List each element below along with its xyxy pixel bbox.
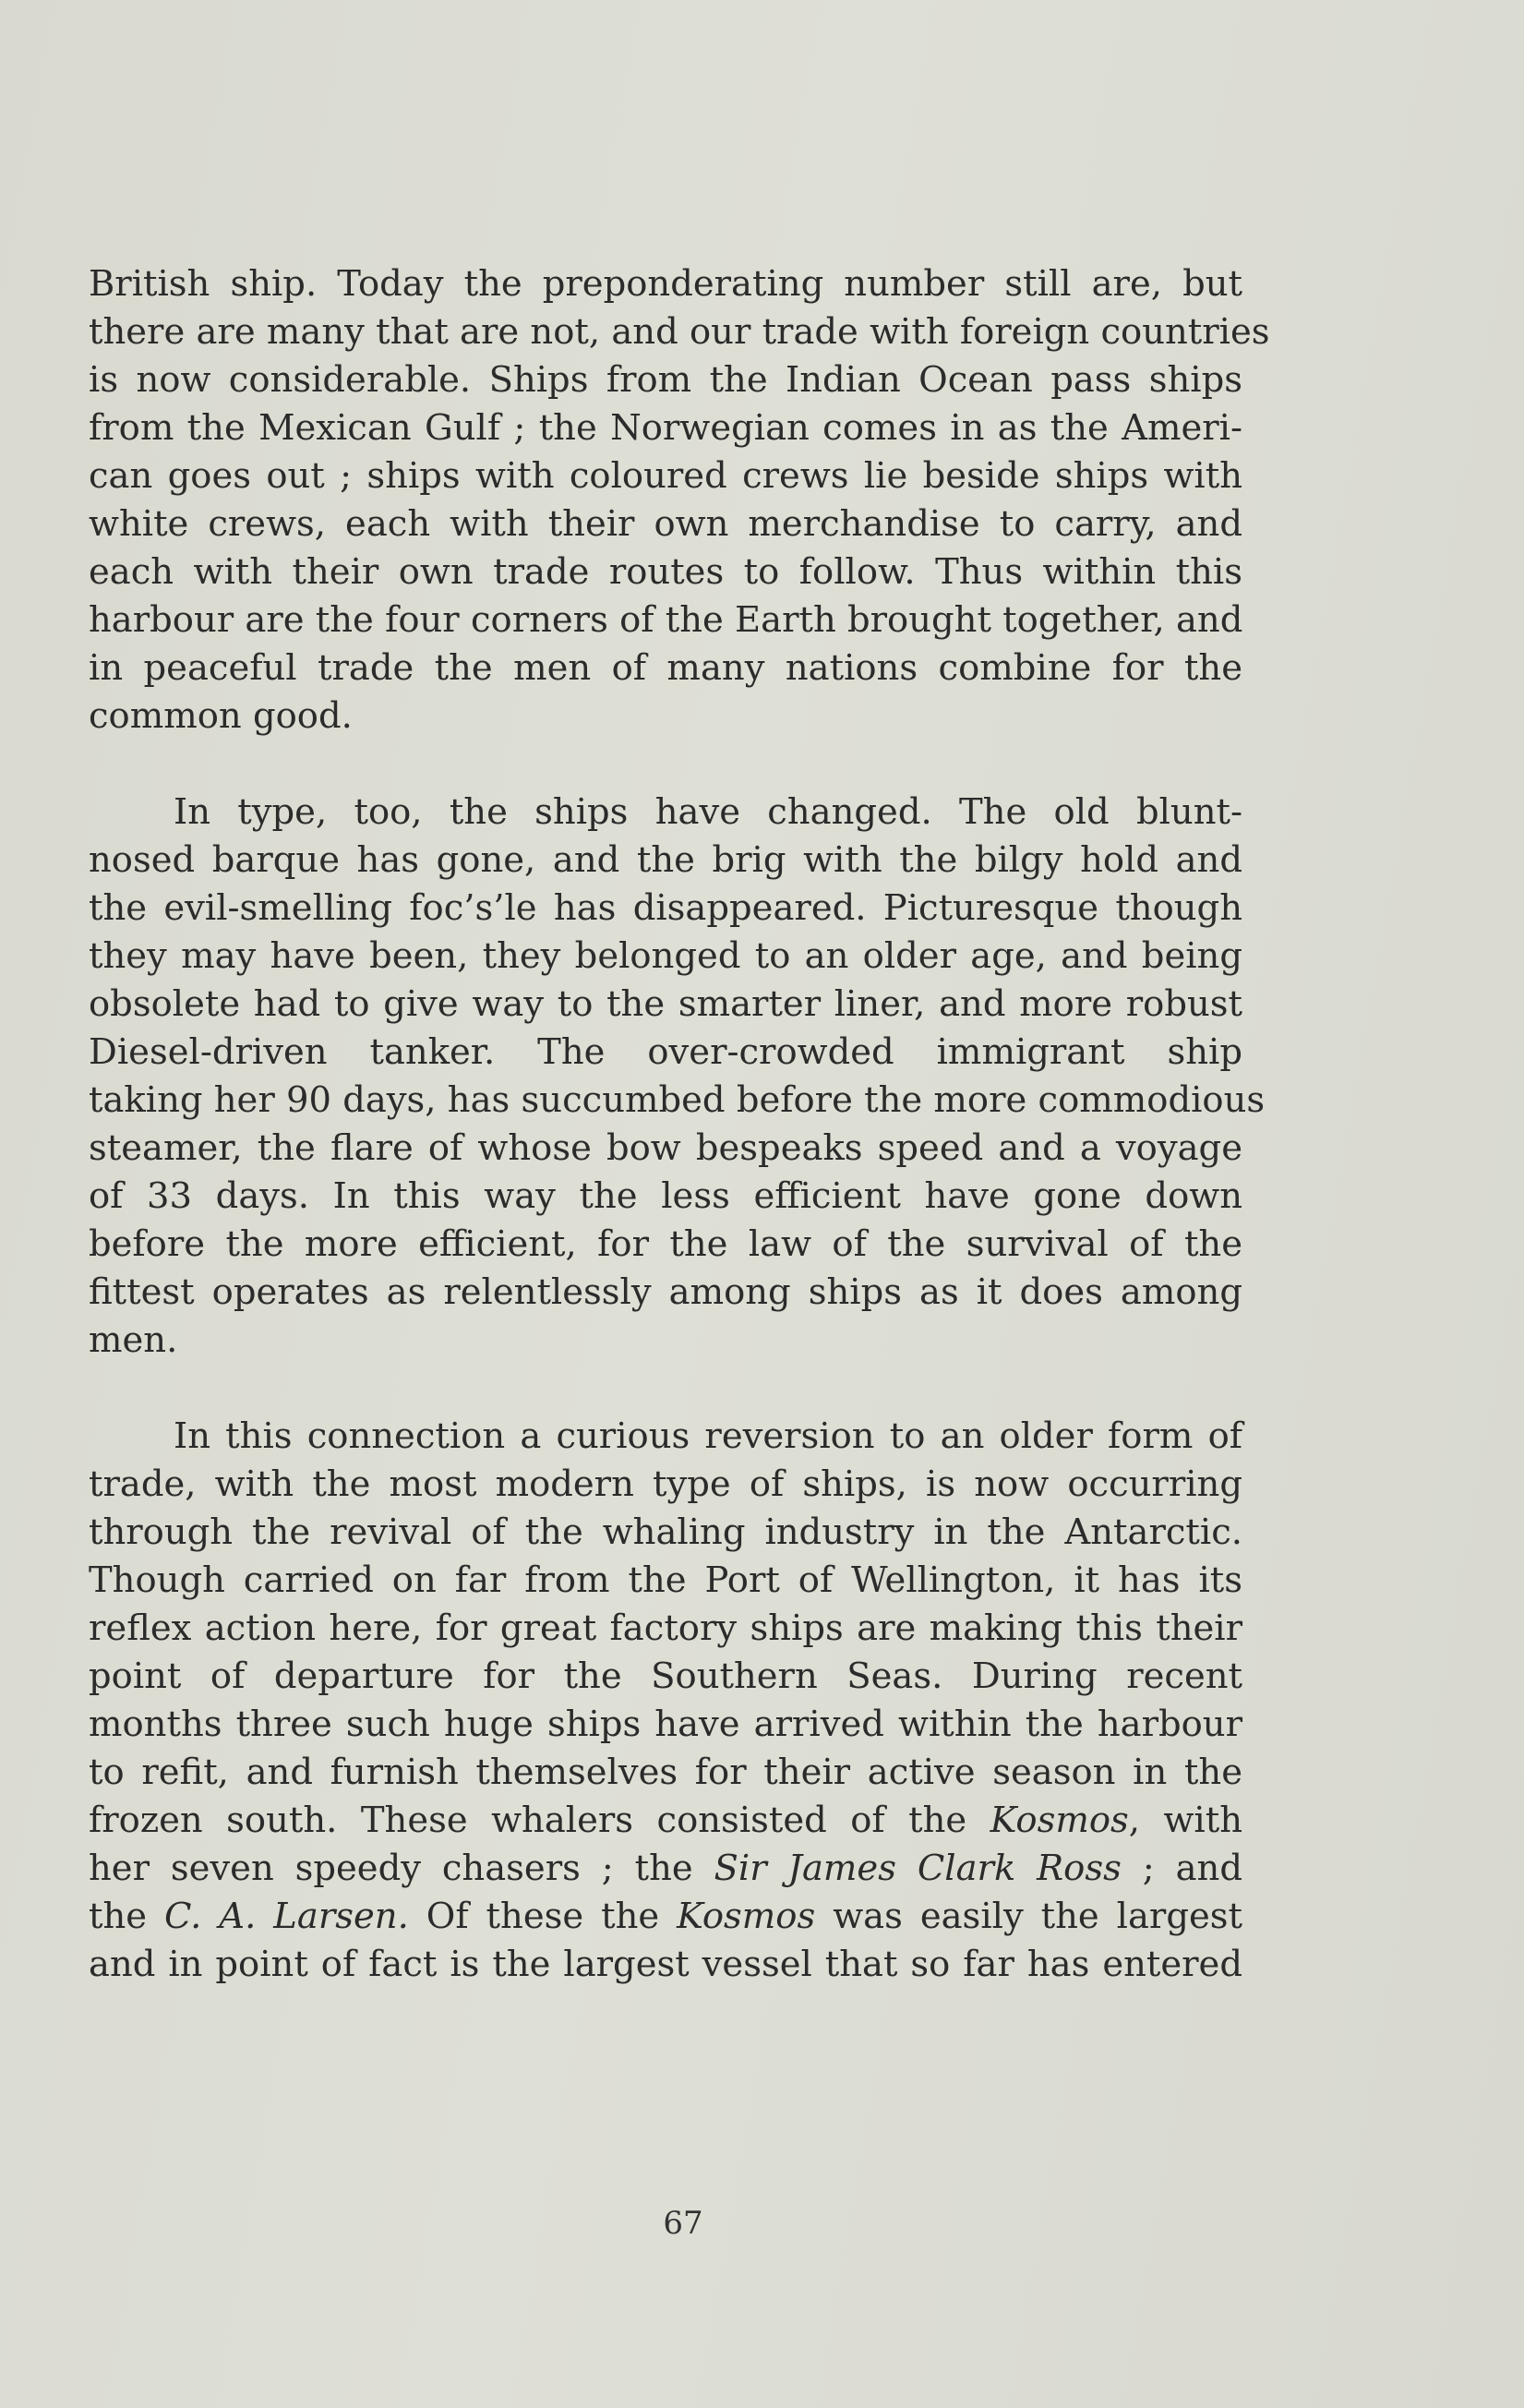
text-line: before the more efficient, for the law of the survival of the [89,1223,1242,1265]
text-line: British ship. Today the preponderating number still are, but [89,263,1242,305]
body-text [89,260,1270,1989]
text-line: and in point of fact is the largest vessel that so far has entered [89,1944,1242,1985]
text-line: white crews, each with their own merchandise to carry, and [89,503,1242,545]
text-line: months three such huge ships have arrived within the harbour [89,1704,1242,1745]
text-line: in peaceful trade the men of many nations combine for the [89,647,1242,689]
ship-name-larsen: C. A. Larsen. [164,1896,409,1937]
text-line: In this connection a curious reversion to an older form of [174,1415,1242,1457]
paragraph-2 [89,789,1266,1365]
ship-name-ross: Sir James Clark Ross [714,1848,1122,1889]
paragraph-3 [89,1413,1242,1989]
text-line: Though carried on far from the Port of Wellington, it has its [89,1559,1242,1601]
text-line: nosed barque has gone, and the brig with the bilgy hold and [89,839,1242,881]
page-number: 67 [663,2205,703,2242]
text-line: point of departure for the Southern Seas. During recent [89,1656,1242,1697]
text-line: In type, too, the ships have changed. The old blunt- [174,791,1242,833]
text-segment: ; and [1121,1848,1242,1889]
text-line: is now considerable. Ships from the Indian Ocean pass ships [89,359,1242,401]
text-line [89,1797,1242,1845]
ship-name-kosmos: Kosmos [990,1800,1129,1841]
text-segment: the [89,1896,165,1937]
text-line [89,1845,1242,1893]
text-line: men. [89,1319,178,1361]
ship-name-kosmos: Kosmos [677,1896,816,1937]
text-line: Diesel-driven tanker. The over-crowded immigrant ship [89,1031,1242,1073]
text-line: reflex action here, for great factory ships are making this their [89,1607,1242,1649]
text-line: steamer, the flare of whose bow bespeaks speed and a voyage [89,1127,1242,1169]
text-line: trade, with the most modern type of ships, is now occurring [89,1463,1242,1505]
text-line: harbour are the four corners of the Earth brought together, and [89,599,1243,641]
text-line: of 33 days. In this way the less efficient have gone down [89,1175,1242,1217]
paragraph-gap [89,740,1242,789]
text-segment: , with [1128,1800,1242,1841]
text-line: can goes out ; ships with coloured crews lie beside ships with [89,455,1242,497]
text-line: they may have been, they belonged to an older age, and being [89,935,1242,977]
text-line: each with their own trade routes to follow. Thus within this [89,551,1242,593]
paragraph-1 [89,260,1270,740]
text-segment: her seven speedy chasers ; the [89,1848,714,1889]
paragraph-gap [89,1365,1242,1413]
text-line: the evil-smelling foc’s’le has disappeared. Picturesque though [89,887,1242,929]
text-line: to refit, and furnish themselves for their active season in the [89,1752,1242,1793]
text-line: obsolete had to give way to the smarter liner, and more robust [89,983,1242,1025]
text-line: through the revival of the whaling industry in the Antarctic. [89,1511,1242,1553]
text-line: there are many that are not, and our trade with foreign countries [89,311,1270,353]
text-segment: was easily the largest [815,1896,1242,1937]
text-line: taking her 90 days, has succumbed before the more commodious [89,1079,1266,1121]
text-line: from the Mexican Gulf ; the Norwegian comes in as the Ameri- [89,407,1242,449]
text-line: fittest operates as relentlessly among ships as it does among [89,1271,1242,1313]
text-segment: frozen south. These whalers consisted of the [89,1800,967,1841]
text-line [89,1893,1242,1941]
text-segment: Of these the [408,1896,678,1937]
text-line: common good. [89,695,353,737]
